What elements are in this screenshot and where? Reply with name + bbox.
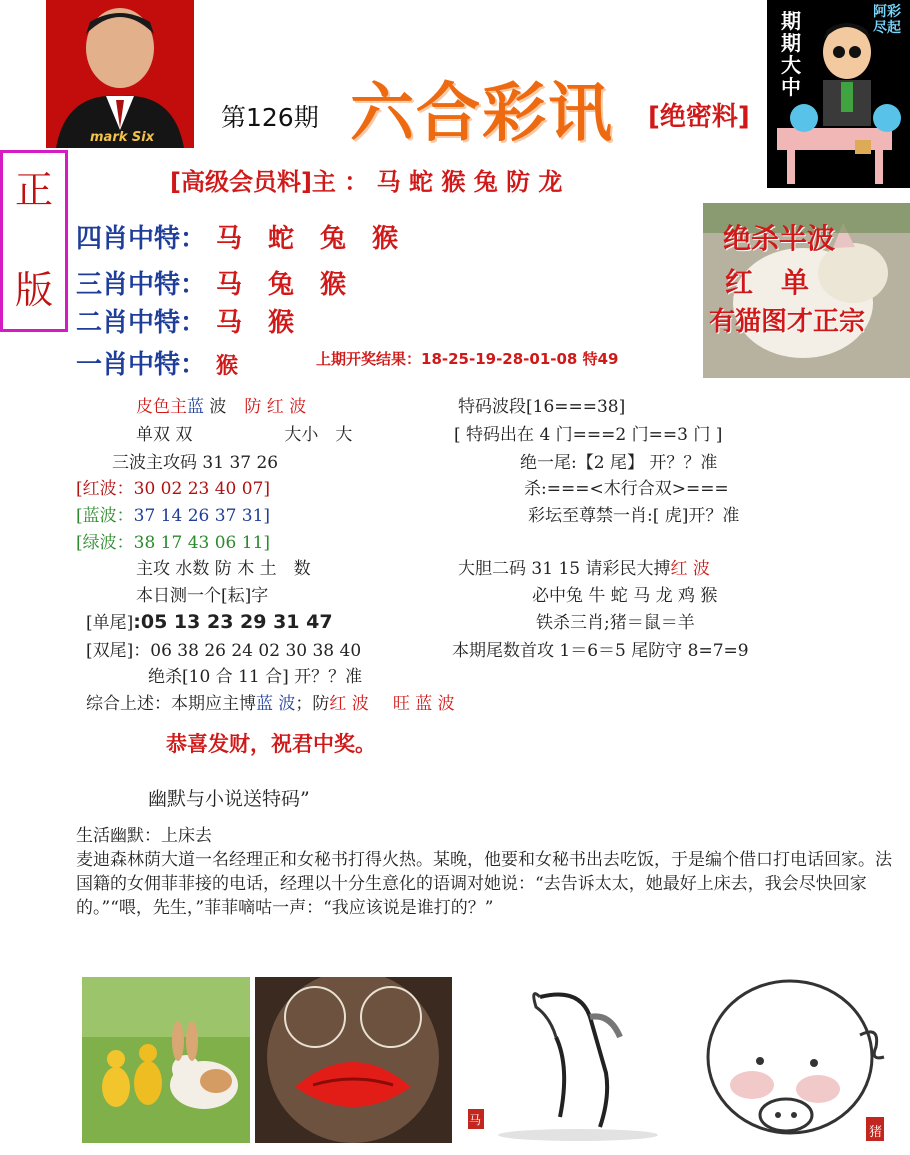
horse-seal: 马 <box>469 1113 482 1127</box>
promo-line2: 红 单 <box>725 266 810 299</box>
promo-line3: 有猫图才正宗 <box>709 307 866 337</box>
host-portrait-icon <box>46 0 194 148</box>
three-wave-attack: 三波主攻码 31 37 26 <box>112 453 279 473</box>
bold-two-codes: 大胆二码 31 15 请彩民大搏红 波 <box>458 559 710 579</box>
daily-guess: 本日测一个[耘]字 <box>136 586 269 606</box>
corner-label: 阿彩尽起 <box>873 4 901 36</box>
story-body: 麦迪森林荫大道一名经理正和女秘书打得火热。某晚，他要和女秘书出去吃饭，于是编个借口打电话回家。法国籍的女佣菲菲接的电话，经理以十分生意化的语调对她说：“去告诉太太，她最好上床去，我会尽快回家的。”“喂，先生，”菲菲嘀咕一声：“我应该说是谁打的？” <box>76 850 892 918</box>
issue-number: 第126期 <box>221 103 319 132</box>
kill-three: 铁杀三肖;猪＝鼠＝羊 <box>536 613 695 633</box>
special-range: 特码波段[16===38] <box>458 397 626 417</box>
pick-three: 三肖中特： 马 兔 猴 <box>76 270 347 300</box>
pick-two: 二肖中特： 马 猴 <box>76 308 295 338</box>
kill-combo: 绝杀[10 合 11 合] 开？？准 <box>148 667 363 687</box>
story-subtitle: 生活幽默：上床去 <box>76 826 212 846</box>
ducks-rabbit-image <box>82 977 250 1143</box>
pig-ink-image <box>690 965 900 1147</box>
main-attack: 主攻 水数 防 木 土 数 <box>136 559 311 579</box>
edition-bottom: 版 <box>15 268 54 312</box>
monkey-lips-image <box>255 977 452 1143</box>
edition-top: 正 <box>15 168 54 212</box>
title-tag: [绝密料] <box>648 102 750 132</box>
horse-ink-icon <box>460 977 678 1143</box>
horse-ink-image <box>460 977 678 1143</box>
story-heading: 幽默与小说送特码” <box>148 788 310 810</box>
promo-box <box>703 203 910 378</box>
pick-one: 一肖中特： 猴 <box>76 350 239 380</box>
last-result: 上期开奖结果：18-25-19-28-01-08 特49 <box>316 350 619 368</box>
odd-even: 单双 双 大小 大 <box>136 425 353 445</box>
green-wave: [绿波：38 17 43 06 11] <box>76 533 271 553</box>
summary: 综合上述：本期应主博蓝 波；防红 波 旺 蓝 波 <box>86 694 455 714</box>
monkey-lips-icon <box>255 977 452 1143</box>
ducks-rabbit-icon <box>82 977 250 1143</box>
edition-label <box>0 150 68 332</box>
host-photo <box>46 0 194 148</box>
double-tail: [双尾]：06 38 26 24 02 30 38 40 <box>86 641 362 661</box>
must-win: 必中兔 牛 蛇 马 龙 鸡 猴 <box>532 586 718 606</box>
kill-element: 杀:===<木行合双>=== <box>524 479 729 499</box>
photo-brand: mark Six <box>90 130 155 145</box>
blue-wave: [蓝波：37 14 26 37 31] <box>76 506 271 526</box>
single-tail: [单尾]:05 13 23 29 31 47 <box>86 611 333 633</box>
kill-tail: 绝一尾:【2 尾】 开？？准 <box>520 453 718 473</box>
banned-zodiac: 彩坛至尊禁一肖:[ 虎]开？准 <box>528 506 740 526</box>
page-title: 六合彩讯 <box>350 77 614 151</box>
badge-text: 期 期 大 中 <box>781 9 801 99</box>
congrats: 恭喜发财，祝君中奖。 <box>166 732 376 756</box>
special-door: [ 特码出在 4 门===2 门==3 门 ] <box>454 425 723 445</box>
red-wave: [红波：30 02 23 40 07] <box>76 479 271 499</box>
wave-main: 皮色主蓝 波 防 红 波 <box>136 397 307 417</box>
member-line: [高级会员料]主 ： 马 蛇 猴 兔 防 龙 <box>170 168 563 196</box>
promo-line1: 绝杀半波 <box>723 222 836 255</box>
pig-seal: 猪 <box>869 1125 883 1140</box>
pick-four: 四肖中特： 马 蛇 兔 猴 <box>76 224 399 254</box>
tail-attack: 本期尾数首攻 1＝6＝5 尾防守 8=7=9 <box>452 641 749 661</box>
corner-cartoon <box>767 0 910 188</box>
pig-ink-icon <box>690 965 900 1147</box>
